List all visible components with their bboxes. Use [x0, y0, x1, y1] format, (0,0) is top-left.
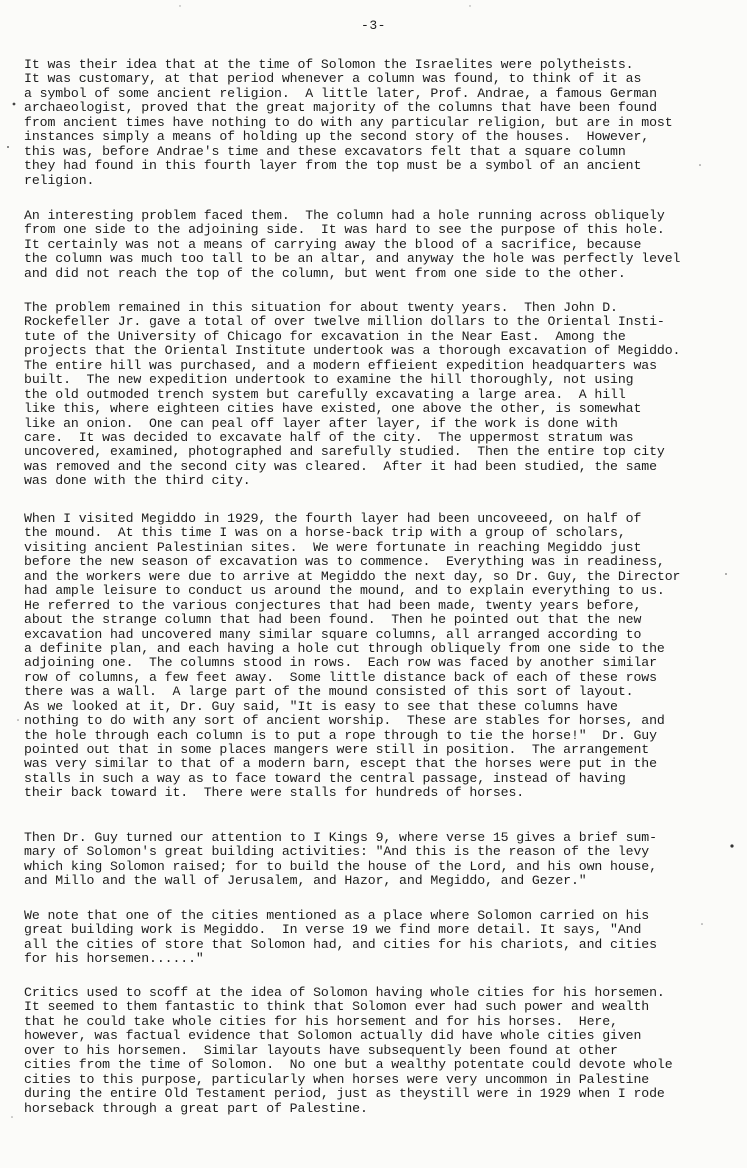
scan-speck	[11, 1116, 13, 1118]
text-line: the column was much too tall to be an altar, and anyway the hole was perfectly level	[24, 251, 681, 267]
paragraph-5	[24, 831, 724, 889]
paragraph-6	[24, 909, 724, 967]
text-line: their back toward it. There were stalls for hundreds of horses.	[24, 785, 525, 801]
text-line: stalls in such a way as to face toward the central passage, instead of having	[24, 770, 626, 786]
text-line: was removed and the second city was cleared. After it had been studied, the same	[24, 458, 657, 474]
text-line: It was their idea that at the time of Solomon the Israelites were polytheists.	[24, 57, 634, 72]
text-line: they had found in this fourth layer from the top must be a symbol of an ancient	[24, 158, 642, 174]
text-line: pointed out that in some places mangers were still in position. The arrangement	[24, 742, 650, 757]
text-line: religion.	[24, 172, 95, 188]
text-line: was very similar to that of a modern barn, escept that the horses were put in the	[24, 756, 657, 772]
paragraph-3	[24, 301, 724, 489]
text-line: cities from the time of Solomon. No one but a wealthy potentate could devote whole	[24, 1057, 673, 1073]
text-line: and Millo and the wall of Jerusalem, and Hazor, and Megiddo, and Gezer."	[24, 873, 587, 889]
text-line: from one side to the adjoining side. It was hard to see the purpose of this hole.	[24, 222, 665, 238]
page-number: -3-	[361, 18, 386, 33]
text-line: during the entire Old Testament period, just as theystill were in 1929 when I rode	[24, 1086, 665, 1102]
text-line: like this, where eighteen cities have existed, one above the other, is somewhat	[24, 401, 642, 417]
paragraph-1	[24, 58, 724, 188]
text-line: Critics used to scoff at the idea of Solomon having whole cities for his horsemen.	[24, 985, 665, 1000]
text-line: excavation had uncovered many similar square columns, all arranged according to	[24, 626, 642, 642]
scan-speck	[7, 146, 9, 148]
text-line: and did not reach the top of the column, but went from one side to the other.	[24, 265, 626, 281]
text-line: cities to this purpose, particularly when horses were very uncommon in Palestine	[24, 1071, 650, 1087]
scan-speck	[179, 5, 180, 6]
text-line: horseback through a great part of Palestine.	[24, 1100, 368, 1116]
text-line: As we looked at it, Dr. Guy said, "It is easy to see that these columns have	[24, 698, 618, 714]
text-line: An interesting problem faced them. The column had a hole running across obliquely	[24, 208, 665, 223]
text-line: the hole through each column is to put a rope through to tie the horse!" Dr. Guy	[24, 727, 657, 743]
text-line: the old outmoded trench system but carefully excavating a large area. A hill	[24, 386, 626, 402]
text-line: It seemed to them fantastic to think that Solomon ever had such power and wealth	[24, 999, 650, 1015]
text-line: before the new season of excavation was to commence. Everything was in readiness,	[24, 554, 665, 570]
text-line: The problem remained in this situation for about twenty years. Then John D.	[24, 300, 618, 315]
text-line: about the strange column that had been found. Then he pointed out that the new	[24, 612, 642, 628]
text-line: He referred to the various conjectures that had been made, twenty years before,	[24, 597, 642, 613]
text-line: adjoining one. The columns stood in rows. Each row was faced by another similar	[24, 655, 657, 671]
text-line: archaeologist, proved that the great majority of the columns that have been found	[24, 100, 657, 116]
text-line: tute of the University of Chicago for excavation in the Near East. Among the	[24, 328, 626, 344]
text-line: row of columns, a few feet away. Some little distance back of each of these rows	[24, 669, 657, 685]
text-line: however, was factual evidence that Solomon actually did have whole cities given	[24, 1028, 642, 1044]
text-line: nothing to do with any sort of ancient worship. These are stables for horses, and	[24, 713, 665, 729]
text-line: this was, before Andrae's time and these excavators felt that a square column	[24, 143, 626, 159]
text-line: like an onion. One can peal off layer after layer, if the work is done with	[24, 415, 618, 431]
text-line: Rockefeller Jr. gave a total of over twelve million dollars to the Oriental Insti-	[24, 314, 665, 330]
text-line: for his horsemen......"	[24, 951, 204, 967]
text-line: When I visited Megiddo in 1929, the fourth layer had been uncoveeed, on half of	[24, 511, 642, 526]
text-line: over to his horsemen. Similar layouts have subsequently been found at other	[24, 1042, 618, 1058]
paragraph-7	[24, 986, 724, 1116]
text-line: and the workers were due to arrive at Megiddo the next day, so Dr. Guy, the Director	[24, 568, 681, 584]
scan-speck	[469, 5, 470, 6]
text-line: projects that the Oriental Institute undertook was a thorough excavation of Megiddo.	[24, 343, 681, 359]
scan-speck	[725, 573, 727, 575]
text-line: great building work is Megiddo. In verse 19 we find more detail. It says, "And	[24, 922, 642, 938]
text-line: The entire hill was purchased, and a modern effieient expedition headquarters was	[24, 357, 657, 373]
text-line: built. The new expedition undertook to examine the hill thoroughly, not using	[24, 372, 634, 388]
text-line: uncovered, examined, photographed and sarefully studied. Then the entire top city	[24, 444, 665, 460]
text-line: that he could take whole cities for his horsement and for his horses. Here,	[24, 1013, 618, 1029]
text-line: It certainly was not a means of carrying away the blood of a sacrifice, because	[24, 236, 642, 252]
text-line: mary of Solomon's great building activities: "And this is the reason of the levy	[24, 844, 650, 860]
text-line: Then Dr. Guy turned our attention to I Kings 9, where verse 15 gives a brief sum-	[24, 830, 657, 845]
text-line: all the cities of store that Solomon had, and cities for his chariots, and cities	[24, 936, 657, 952]
text-line: there was a wall. A large part of the mound consisted of this sort of layout.	[24, 684, 634, 700]
text-line: care. It was decided to excavate half of the city. The uppermost stratum was	[24, 429, 634, 445]
text-line: the mound. At this time I was on a horse-back trip with a group of scholars,	[24, 525, 626, 541]
paragraph-2	[24, 209, 724, 281]
scan-speck	[17, 719, 19, 721]
text-line: a symbol of some ancient religion. A little later, Prof. Andrae, a famous German	[24, 85, 657, 101]
paragraph-4	[24, 512, 724, 801]
text-line: It was customary, at that period whenever a column was found, to think of it as	[24, 71, 642, 87]
scan-speck	[13, 103, 16, 106]
text-line: instances simply a means of holding up the second story of the houses. However,	[24, 129, 650, 145]
text-line: from ancient times have nothing to do with any particular religion, but are in most	[24, 114, 673, 130]
text-line: which king Solomon raised; for to build the house of the Lord, and his own house,	[24, 858, 657, 874]
scan-speck	[730, 844, 733, 847]
text-line: We note that one of the cities mentioned as a place where Solomon carried on his	[24, 908, 650, 923]
text-line: was done with the third city.	[24, 473, 251, 489]
text-line: a definite plan, and each having a hole cut through obliquely from one side to the	[24, 640, 665, 656]
text-line: visiting ancient Palestinian sites. We were fortunate in reaching Megiddo just	[24, 539, 642, 555]
text-line: had ample leisure to conduct us around the mound, and to explain everything to us.	[24, 583, 665, 599]
